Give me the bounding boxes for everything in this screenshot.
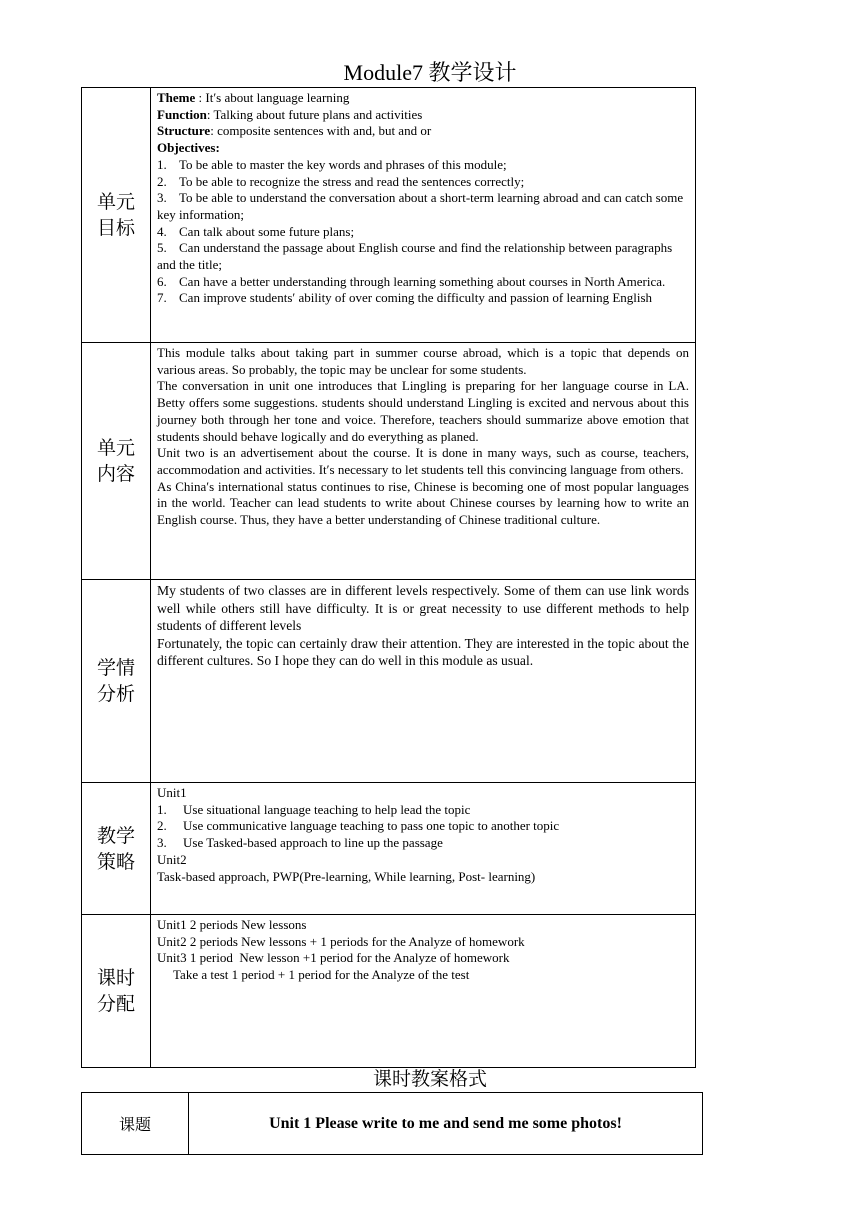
lesson-topic-label: 课题: [82, 1093, 189, 1155]
student-analysis-content: [151, 580, 696, 783]
objective-item: 1. To be able to master the key words and phrases of this module;: [157, 156, 507, 172]
period-line: Unit2 2 periods New lessons + 1 periods for the Analyze of homework: [157, 933, 525, 949]
analysis-paragraph: Fortunately, the topic can certainly draw their attention. They are interested in the topic about the different cultures. So I hope they can do well in this module as usual.: [157, 635, 689, 668]
lesson-topic-row: [82, 1093, 703, 1155]
objective-item: 6. Can have a better understanding through learning something about courses in North America.: [157, 273, 666, 289]
module-design-table: [81, 87, 696, 1068]
unit-goals-row: [82, 88, 696, 343]
objective-item: 7. Can improve students′ ability of over coming the difficulty and passion of learning English: [157, 290, 653, 306]
content-paragraph: This module talks about taking part in summer course abroad, which is a topic that depends on various areas. So probably, the topic may be unclear for some students.: [157, 345, 689, 377]
period-allocation-label: 课时 分配: [82, 915, 151, 1068]
analysis-paragraph: My students of two classes are in different levels respectively. Some of them can use link words well while others still have difficulty. It is or great necessity to use different methods to help students of different levels: [157, 583, 689, 633]
content-paragraph: As China′s international status continues to rise, Chinese is becoming one of most popular languages in the world. Teacher can lead students to write about Chinese courses by learning how to write an English course. Thus, they have a better understanding of Chinese traditional culture.: [157, 478, 689, 528]
unit-content-row: [82, 343, 696, 580]
function-line: Function: Talking about future plans and activities: [157, 106, 423, 122]
unit-content-label: 单元 内容: [82, 343, 151, 580]
unit-goals-label: 单元 目标: [82, 88, 151, 343]
student-analysis-row: [82, 580, 696, 783]
page-title: Module7 教学设计: [343, 60, 517, 85]
lesson-plan-table: [81, 1092, 703, 1155]
objective-item: 5. Can understand the passage about English course and find the relationship between paragraphs and the title;: [157, 240, 673, 273]
structure-line: Structure: composite sentences with and, but and or: [157, 123, 432, 139]
theme-line: Theme : It′s about language learning: [157, 90, 350, 105]
unit-content-content: [151, 343, 696, 580]
objectives-heading: Objectives:: [157, 140, 220, 156]
strategy-item: 1. Use situational language teaching to help lead the topic: [157, 801, 471, 817]
period-allocation-content: [151, 915, 696, 1068]
teaching-strategy-label: 教学 策略: [82, 783, 151, 915]
strategy-item: 2. Use communicative language teaching to pass one topic to another topic: [157, 818, 560, 834]
teaching-strategy-content: [151, 783, 696, 915]
objective-item: 2. To be able to recognize the stress and read the sentences correctly;: [157, 173, 525, 189]
strategy-item: 3. Use Tasked-based approach to line up the passage: [157, 835, 443, 851]
lesson-plan-title: 课时教案格式: [372, 1068, 487, 1090]
period-allocation-row: [82, 915, 696, 1068]
objective-item: 3. To be able to understand the conversation about a short-term learning abroad and can catch some key information;: [157, 190, 684, 222]
objective-item: 4. Can talk about some future plans;: [157, 223, 355, 239]
content-paragraph: The conversation in unit one introduces that Lingling is preparing for her language course in LA. Betty offers some suggestions. students should understand Lingling is excited and nervous about this journey both through her tone and voice. Therefore, teachers should summarize above emotion that students should behave logically and do everything as planed.: [157, 378, 689, 444]
period-line: Unit1 2 periods New lessons: [157, 917, 307, 932]
lesson-topic-value: Unit 1 Please write to me and send me some photos!: [189, 1093, 703, 1155]
unit-goals-content: [151, 88, 696, 343]
unit2-heading: Unit2: [157, 851, 187, 867]
student-analysis-label: 学情 分析: [82, 580, 151, 783]
teaching-strategy-row: [82, 783, 696, 915]
period-line: Unit3 1 period New lesson +1 period for the Analyze of homework: [157, 950, 510, 966]
content-paragraph: Unit two is an advertisement about the course. It is done in many ways, such as course, teachers, accommodation and activities. It′s necessary to let students tell this convincing language from others.: [157, 445, 689, 477]
unit1-heading: Unit1: [157, 785, 187, 800]
unit2-text: Task-based approach, PWP(Pre-learning, While learning, Post- learning): [157, 868, 536, 884]
period-line: Take a test 1 period + 1 period for the Analyze of the test: [157, 967, 470, 983]
